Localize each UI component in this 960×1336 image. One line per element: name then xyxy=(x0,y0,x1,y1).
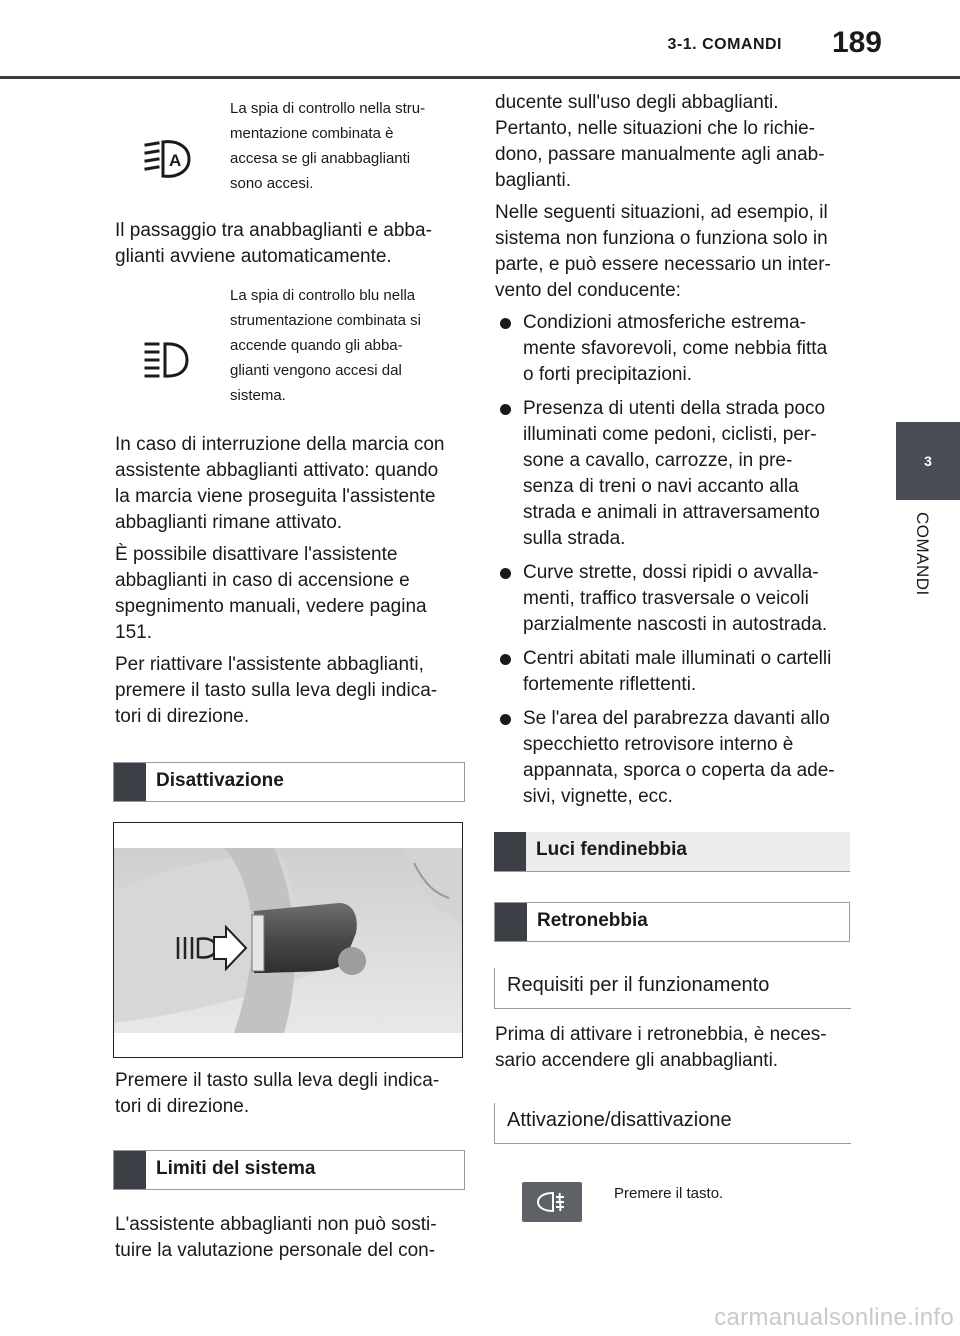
list-item: Centri abitati male illuminati o cartelli fortemente riflettenti. xyxy=(495,646,855,698)
watermark: carmanualsonline.info xyxy=(714,1304,954,1331)
paragraph: L'assistente abbaglianti non può sosti- tuire la valutazione personale del con- xyxy=(115,1214,437,1261)
subsection-attivazione: Attivazione/disattivazione xyxy=(494,1103,851,1144)
paragraph: Il passaggio tra anabbaglianti e abba- glianti avviene automaticamente. xyxy=(115,220,432,267)
button-instruction: Premere il tasto. xyxy=(614,1185,724,1202)
stalk-illustration xyxy=(113,822,463,1058)
chapter-tab[interactable]: 3 xyxy=(896,422,960,500)
high-beam-assist-icon xyxy=(143,338,193,382)
chapter-label: COMANDI xyxy=(913,512,932,596)
rear-fog-light-button[interactable] xyxy=(522,1182,582,1222)
paragraph: ducente sull'uso degli abbaglianti. Pertanto, nelle situazioni che lo richie- dono, passare manualmente agli anab- baglianti. xyxy=(495,92,825,191)
section-disattivazione: Disattivazione xyxy=(113,762,465,802)
bullet-list xyxy=(495,310,855,810)
section-limiti: Limiti del sistema xyxy=(113,1150,465,1190)
figure-caption: Premere il tasto sulla leva degli indica- tori di direzione. xyxy=(115,1070,440,1117)
list-item: Curve strette, dossi ripidi o avvalla- menti, traffico trasversale o veicoli parzialmente nascosti in autostrada. xyxy=(495,560,855,638)
low-beam-auto-icon xyxy=(143,138,193,182)
icon1-description: La spia di controllo nella stru- mentazione combinata è accesa se gli anabbaglianti sono accesi. xyxy=(230,100,426,192)
svg-text:A: A xyxy=(169,151,182,170)
icon2-description: La spia di controllo blu nella strumentazione combinata si accende quando gli abba- glianti vengono accesi dal sistema. xyxy=(230,287,421,404)
header-divider xyxy=(0,76,960,79)
subsection-requisiti: Requisiti per il funzionamento xyxy=(494,968,851,1009)
paragraph: Nelle seguenti situazioni, ad esempio, il sistema non funziona o funziona solo in parte, e può essere necessario un inter- vento del conducente: xyxy=(495,202,831,301)
paragraph: È possibile disattivare l'assistente abbaglianti in caso di accensione e spegnimento manuali, vedere pagina 151. xyxy=(115,544,427,643)
section-fendinebbia: Luci fendinebbia xyxy=(494,832,850,872)
page-number: 189 xyxy=(831,26,882,59)
rear-fog-light-icon xyxy=(522,1182,582,1222)
paragraph: In caso di interruzione della marcia con assistente abbaglianti attivato: quando la marcia viene proseguita l'assistente abbaglianti rimane attivato. xyxy=(115,434,445,533)
section-title: 3-1. COMANDI xyxy=(667,36,782,53)
list-item: Condizioni atmosferiche estrema- mente sfavorevoli, come nebbia fitta o forti precipitazioni. xyxy=(495,310,855,388)
paragraph: Prima di attivare i retronebbia, è neces- sario accendere gli anabbaglianti. xyxy=(495,1024,827,1071)
list-item: Presenza di utenti della strada poco illuminati come pedoni, ciclisti, per- sone a cavallo, carrozze, in pre- senza di treni o navi accanto alla strada e animali in attraversamento sulla strada. xyxy=(495,396,855,552)
list-item: Se l'area del parabrezza davanti allo specchietto retrovisore interno è appannata, sporca o coperta da ade- sivi, vignette, ecc. xyxy=(495,706,855,810)
paragraph: Per riattivare l'assistente abbaglianti, premere il tasto sulla leva degli indica- tori di direzione. xyxy=(115,654,438,727)
section-retronebbia: Retronebbia xyxy=(494,902,850,942)
